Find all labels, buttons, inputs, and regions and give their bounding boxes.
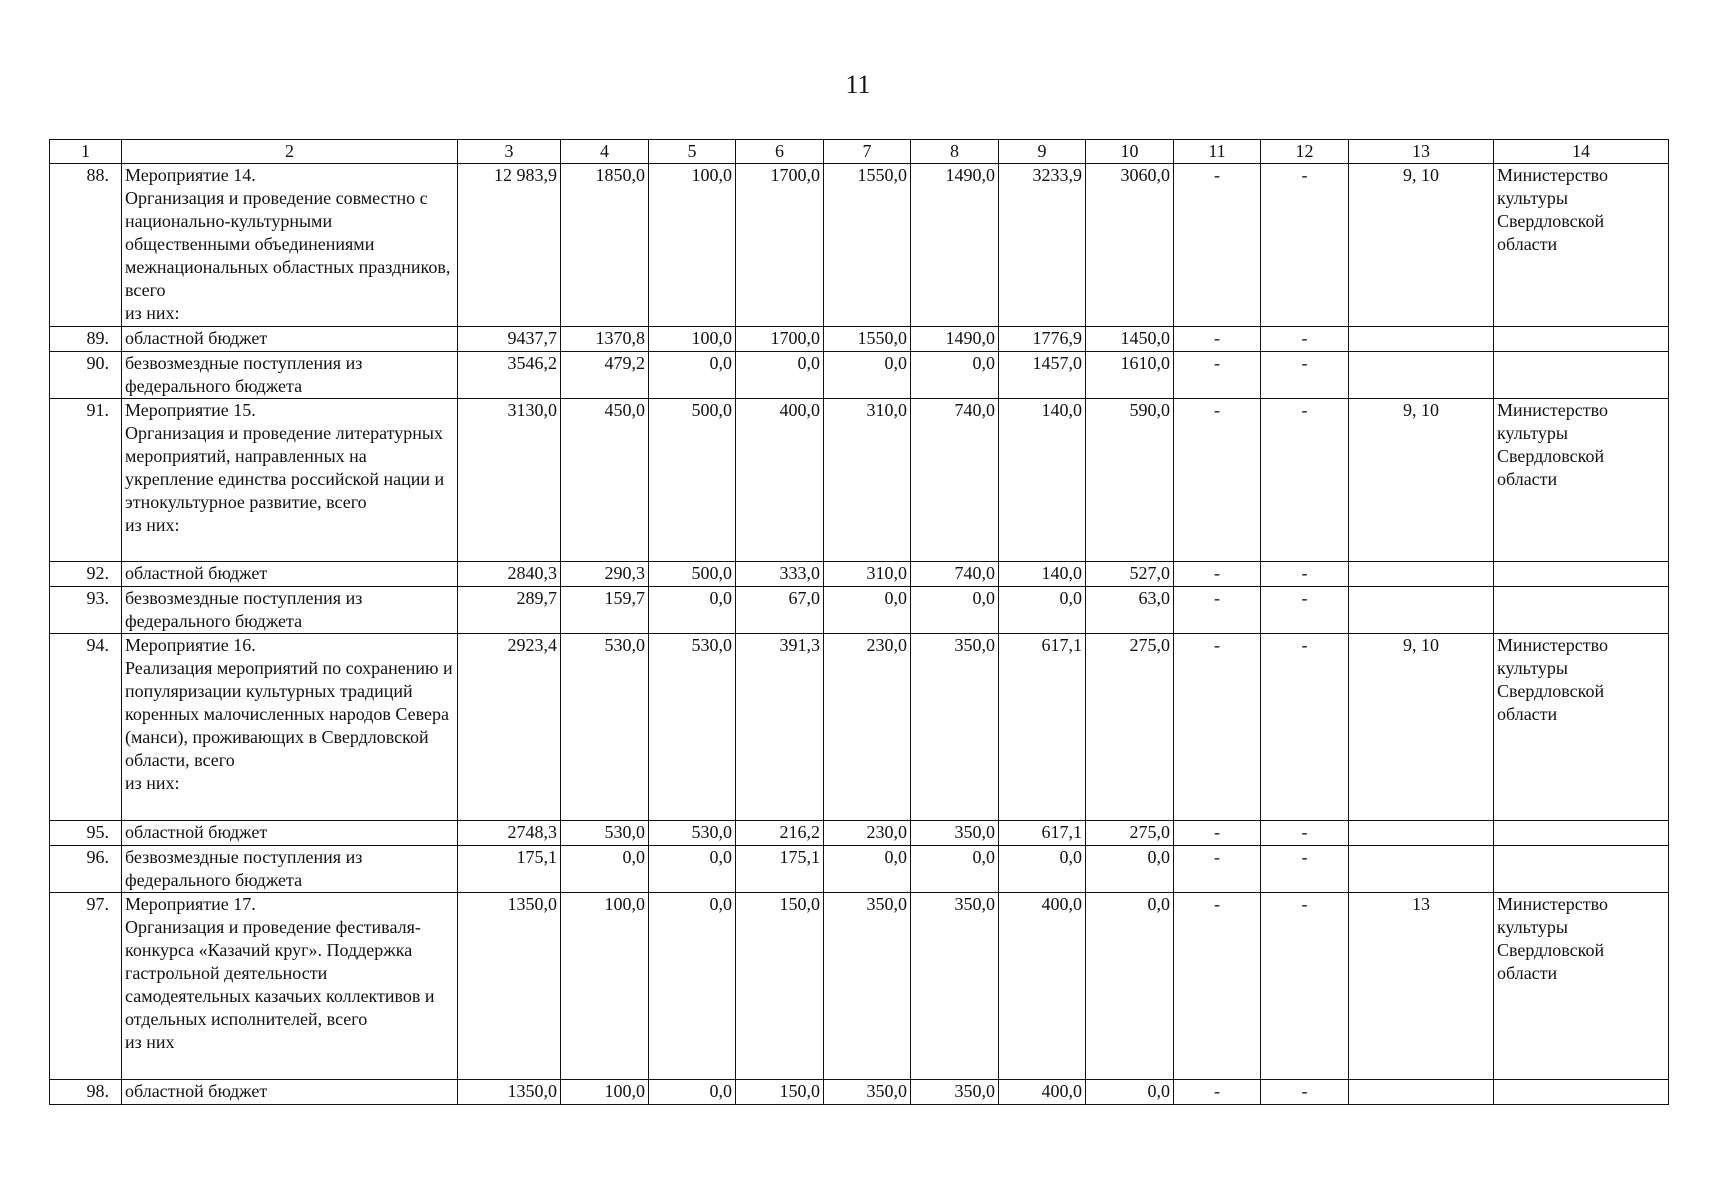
table-row [50, 587, 1669, 634]
table-cell-col-6: 1700,0 [736, 164, 824, 327]
table-cell-col-2: безвозмездные поступления из федерального бюджета [122, 352, 458, 399]
table-cell-col-14: Министерство культуры Свердловской области [1494, 893, 1669, 1080]
table-cell-col-13: 9, 10 [1349, 634, 1494, 821]
table-row [50, 634, 1669, 821]
table-cell-col-6: 216,2 [736, 821, 824, 846]
table-cell-col-7: 0,0 [824, 587, 911, 634]
table-cell-col-9: 0,0 [999, 587, 1086, 634]
table-cell-col-1: 92. [50, 562, 122, 587]
table-cell-col-1: 94. [50, 634, 122, 821]
table-cell-col-4: 100,0 [561, 1080, 649, 1105]
table-cell-col-11: - [1174, 164, 1261, 327]
table-cell-col-4: 100,0 [561, 893, 649, 1080]
table-cell-col-14: Министерство культуры Свердловской области [1494, 164, 1669, 327]
table-cell-col-7: 1550,0 [824, 327, 911, 352]
table-cell-col-1: 93. [50, 587, 122, 634]
table-cell-col-13 [1349, 587, 1494, 634]
table-cell-col-14: Министерство культуры Свердловской области [1494, 634, 1669, 821]
table-cell-col-5: 0,0 [649, 352, 736, 399]
column-header-13: 13 [1349, 140, 1494, 164]
table-cell-col-7: 230,0 [824, 821, 911, 846]
column-header-4: 4 [561, 140, 649, 164]
table-cell-col-5: 100,0 [649, 164, 736, 327]
table-cell-col-13 [1349, 846, 1494, 893]
table-cell-col-3: 3546,2 [458, 352, 561, 399]
table-cell-col-14 [1494, 352, 1669, 399]
table-cell-col-2: Мероприятие 16. Реализация мероприятий по сохранению и популяризации культурных традиций коренных малочисленных народов Севера (манси), проживающих в Свердловской области, всего из них: [122, 634, 458, 821]
table-cell-col-14 [1494, 846, 1669, 893]
table-cell-col-9: 400,0 [999, 1080, 1086, 1105]
table-cell-col-12: - [1261, 634, 1349, 821]
table-cell-col-10: 0,0 [1086, 1080, 1174, 1105]
table-cell-col-4: 1850,0 [561, 164, 649, 327]
column-header-12: 12 [1261, 140, 1349, 164]
table-cell-col-13 [1349, 821, 1494, 846]
column-header-14: 14 [1494, 140, 1669, 164]
table-cell-col-6: 1700,0 [736, 327, 824, 352]
table-cell-col-3: 2923,4 [458, 634, 561, 821]
table-cell-col-8: 1490,0 [911, 164, 999, 327]
table-row [50, 352, 1669, 399]
table-cell-col-2: Мероприятие 15. Организация и проведение литературных мероприятий, направленных на укрепление единства российской нации и этнокультурное развитие, всего из них: [122, 399, 458, 562]
table-cell-col-5: 0,0 [649, 893, 736, 1080]
table-cell-col-10: 1450,0 [1086, 327, 1174, 352]
table-cell-col-10: 0,0 [1086, 893, 1174, 1080]
table-cell-col-4: 159,7 [561, 587, 649, 634]
table-cell-col-8: 740,0 [911, 562, 999, 587]
table-cell-col-10: 590,0 [1086, 399, 1174, 562]
table-cell-col-7: 310,0 [824, 399, 911, 562]
table-cell-col-14 [1494, 562, 1669, 587]
table-cell-col-5: 100,0 [649, 327, 736, 352]
table-cell-col-5: 530,0 [649, 634, 736, 821]
table-cell-col-10: 527,0 [1086, 562, 1174, 587]
table-cell-col-6: 333,0 [736, 562, 824, 587]
table-row [50, 821, 1669, 846]
table-cell-col-4: 530,0 [561, 821, 649, 846]
column-header-6: 6 [736, 140, 824, 164]
table-cell-col-9: 1776,9 [999, 327, 1086, 352]
table-row [50, 1080, 1669, 1105]
table-row [50, 164, 1669, 327]
table-cell-col-9: 140,0 [999, 399, 1086, 562]
table-row [50, 846, 1669, 893]
table-cell-col-13 [1349, 562, 1494, 587]
table-cell-col-12: - [1261, 164, 1349, 327]
table-header-row [50, 140, 1669, 164]
table-cell-col-12: - [1261, 821, 1349, 846]
table-cell-col-12: - [1261, 352, 1349, 399]
table-cell-col-1: 90. [50, 352, 122, 399]
table-cell-col-7: 350,0 [824, 893, 911, 1080]
table-cell-col-10: 275,0 [1086, 821, 1174, 846]
table-cell-col-2: безвозмездные поступления из федерального бюджета [122, 587, 458, 634]
table-cell-col-8: 740,0 [911, 399, 999, 562]
table-cell-col-1: 96. [50, 846, 122, 893]
table-cell-col-9: 617,1 [999, 821, 1086, 846]
table-row [50, 399, 1669, 562]
column-header-3: 3 [458, 140, 561, 164]
table-cell-col-3: 1350,0 [458, 1080, 561, 1105]
table-cell-col-7: 0,0 [824, 352, 911, 399]
table-cell-col-2: Мероприятие 14. Организация и проведение совместно с национально-культурными общественными объединениями межнациональных областных праздников, всего из них: [122, 164, 458, 327]
table-cell-col-3: 3130,0 [458, 399, 561, 562]
table-cell-col-5: 500,0 [649, 562, 736, 587]
table-cell-col-10: 0,0 [1086, 846, 1174, 893]
table-cell-col-13: 9, 10 [1349, 399, 1494, 562]
table-cell-col-7: 350,0 [824, 1080, 911, 1105]
table-cell-col-2: безвозмездные поступления из федерального бюджета [122, 846, 458, 893]
table-cell-col-8: 350,0 [911, 1080, 999, 1105]
table-cell-col-10: 63,0 [1086, 587, 1174, 634]
budget-table [49, 139, 1669, 1105]
table-cell-col-13: 13 [1349, 893, 1494, 1080]
column-header-1: 1 [50, 140, 122, 164]
table-cell-col-7: 1550,0 [824, 164, 911, 327]
table-cell-col-3: 1350,0 [458, 893, 561, 1080]
table-cell-col-8: 0,0 [911, 846, 999, 893]
table-row [50, 893, 1669, 1080]
table-cell-col-9: 400,0 [999, 893, 1086, 1080]
table-cell-col-13 [1349, 1080, 1494, 1105]
table-cell-col-8: 0,0 [911, 352, 999, 399]
table-cell-col-14: Министерство культуры Свердловской области [1494, 399, 1669, 562]
table-cell-col-6: 0,0 [736, 352, 824, 399]
table-cell-col-4: 0,0 [561, 846, 649, 893]
table-cell-col-13 [1349, 352, 1494, 399]
column-header-8: 8 [911, 140, 999, 164]
column-header-7: 7 [824, 140, 911, 164]
table-cell-col-12: - [1261, 893, 1349, 1080]
table-cell-col-3: 9437,7 [458, 327, 561, 352]
table-cell-col-3: 175,1 [458, 846, 561, 893]
table-cell-col-2: областной бюджет [122, 562, 458, 587]
table-cell-col-7: 230,0 [824, 634, 911, 821]
table-cell-col-10: 275,0 [1086, 634, 1174, 821]
column-header-5: 5 [649, 140, 736, 164]
table-cell-col-12: - [1261, 846, 1349, 893]
column-header-11: 11 [1174, 140, 1261, 164]
table-cell-col-3: 2840,3 [458, 562, 561, 587]
table-cell-col-5: 530,0 [649, 821, 736, 846]
table-cell-col-12: - [1261, 1080, 1349, 1105]
table-cell-col-11: - [1174, 846, 1261, 893]
table-cell-col-13 [1349, 327, 1494, 352]
table-cell-col-5: 500,0 [649, 399, 736, 562]
table-cell-col-13: 9, 10 [1349, 164, 1494, 327]
table-cell-col-4: 290,3 [561, 562, 649, 587]
table-cell-col-11: - [1174, 562, 1261, 587]
table-cell-col-11: - [1174, 327, 1261, 352]
table-cell-col-2: Мероприятие 17. Организация и проведение фестиваля-конкурса «Казачий круг». Поддержка гастрольной деятельности самодеятельных казачьих коллективов и отдельных исполнителей, всего из них [122, 893, 458, 1080]
table-cell-col-14 [1494, 587, 1669, 634]
column-header-9: 9 [999, 140, 1086, 164]
table-cell-col-14 [1494, 821, 1669, 846]
table-body [50, 164, 1669, 1105]
table-cell-col-10: 1610,0 [1086, 352, 1174, 399]
table-cell-col-2: областной бюджет [122, 1080, 458, 1105]
table-cell-col-1: 91. [50, 399, 122, 562]
table-cell-col-14 [1494, 1080, 1669, 1105]
table-cell-col-12: - [1261, 327, 1349, 352]
table-cell-col-1: 89. [50, 327, 122, 352]
column-header-10: 10 [1086, 140, 1174, 164]
column-header-2: 2 [122, 140, 458, 164]
table-cell-col-1: 95. [50, 821, 122, 846]
table-cell-col-11: - [1174, 893, 1261, 1080]
table-cell-col-3: 289,7 [458, 587, 561, 634]
table-cell-col-4: 1370,8 [561, 327, 649, 352]
table-cell-col-12: - [1261, 587, 1349, 634]
table-cell-col-7: 310,0 [824, 562, 911, 587]
table-cell-col-2: областной бюджет [122, 327, 458, 352]
table-cell-col-1: 97. [50, 893, 122, 1080]
table-cell-col-4: 479,2 [561, 352, 649, 399]
table-cell-col-14 [1494, 327, 1669, 352]
table-cell-col-8: 350,0 [911, 634, 999, 821]
table-cell-col-7: 0,0 [824, 846, 911, 893]
table-cell-col-11: - [1174, 399, 1261, 562]
table-cell-col-11: - [1174, 634, 1261, 821]
table-cell-col-5: 0,0 [649, 587, 736, 634]
table-cell-col-9: 1457,0 [999, 352, 1086, 399]
table-cell-col-6: 175,1 [736, 846, 824, 893]
table-cell-col-4: 530,0 [561, 634, 649, 821]
table-cell-col-8: 350,0 [911, 821, 999, 846]
table-cell-col-8: 0,0 [911, 587, 999, 634]
table-cell-col-9: 617,1 [999, 634, 1086, 821]
table-cell-col-11: - [1174, 352, 1261, 399]
table-cell-col-3: 2748,3 [458, 821, 561, 846]
table-cell-col-12: - [1261, 562, 1349, 587]
table-cell-col-9: 3233,9 [999, 164, 1086, 327]
table-cell-col-11: - [1174, 821, 1261, 846]
table-cell-col-6: 391,3 [736, 634, 824, 821]
table-cell-col-6: 400,0 [736, 399, 824, 562]
page-number: 11 [845, 70, 871, 99]
table-cell-col-9: 140,0 [999, 562, 1086, 587]
table-cell-col-6: 150,0 [736, 1080, 824, 1105]
table-cell-col-12: - [1261, 399, 1349, 562]
table-cell-col-4: 450,0 [561, 399, 649, 562]
table-cell-col-11: - [1174, 1080, 1261, 1105]
table-cell-col-6: 150,0 [736, 893, 824, 1080]
table-cell-col-5: 0,0 [649, 1080, 736, 1105]
table-cell-col-1: 98. [50, 1080, 122, 1105]
table-cell-col-8: 1490,0 [911, 327, 999, 352]
table-cell-col-3: 12 983,9 [458, 164, 561, 327]
table-cell-col-10: 3060,0 [1086, 164, 1174, 327]
table-cell-col-11: - [1174, 587, 1261, 634]
table-cell-col-5: 0,0 [649, 846, 736, 893]
table-cell-col-9: 0,0 [999, 846, 1086, 893]
table-row [50, 327, 1669, 352]
table-cell-col-6: 67,0 [736, 587, 824, 634]
table-cell-col-1: 88. [50, 164, 122, 327]
table-row [50, 562, 1669, 587]
table-cell-col-2: областной бюджет [122, 821, 458, 846]
table-cell-col-8: 350,0 [911, 893, 999, 1080]
